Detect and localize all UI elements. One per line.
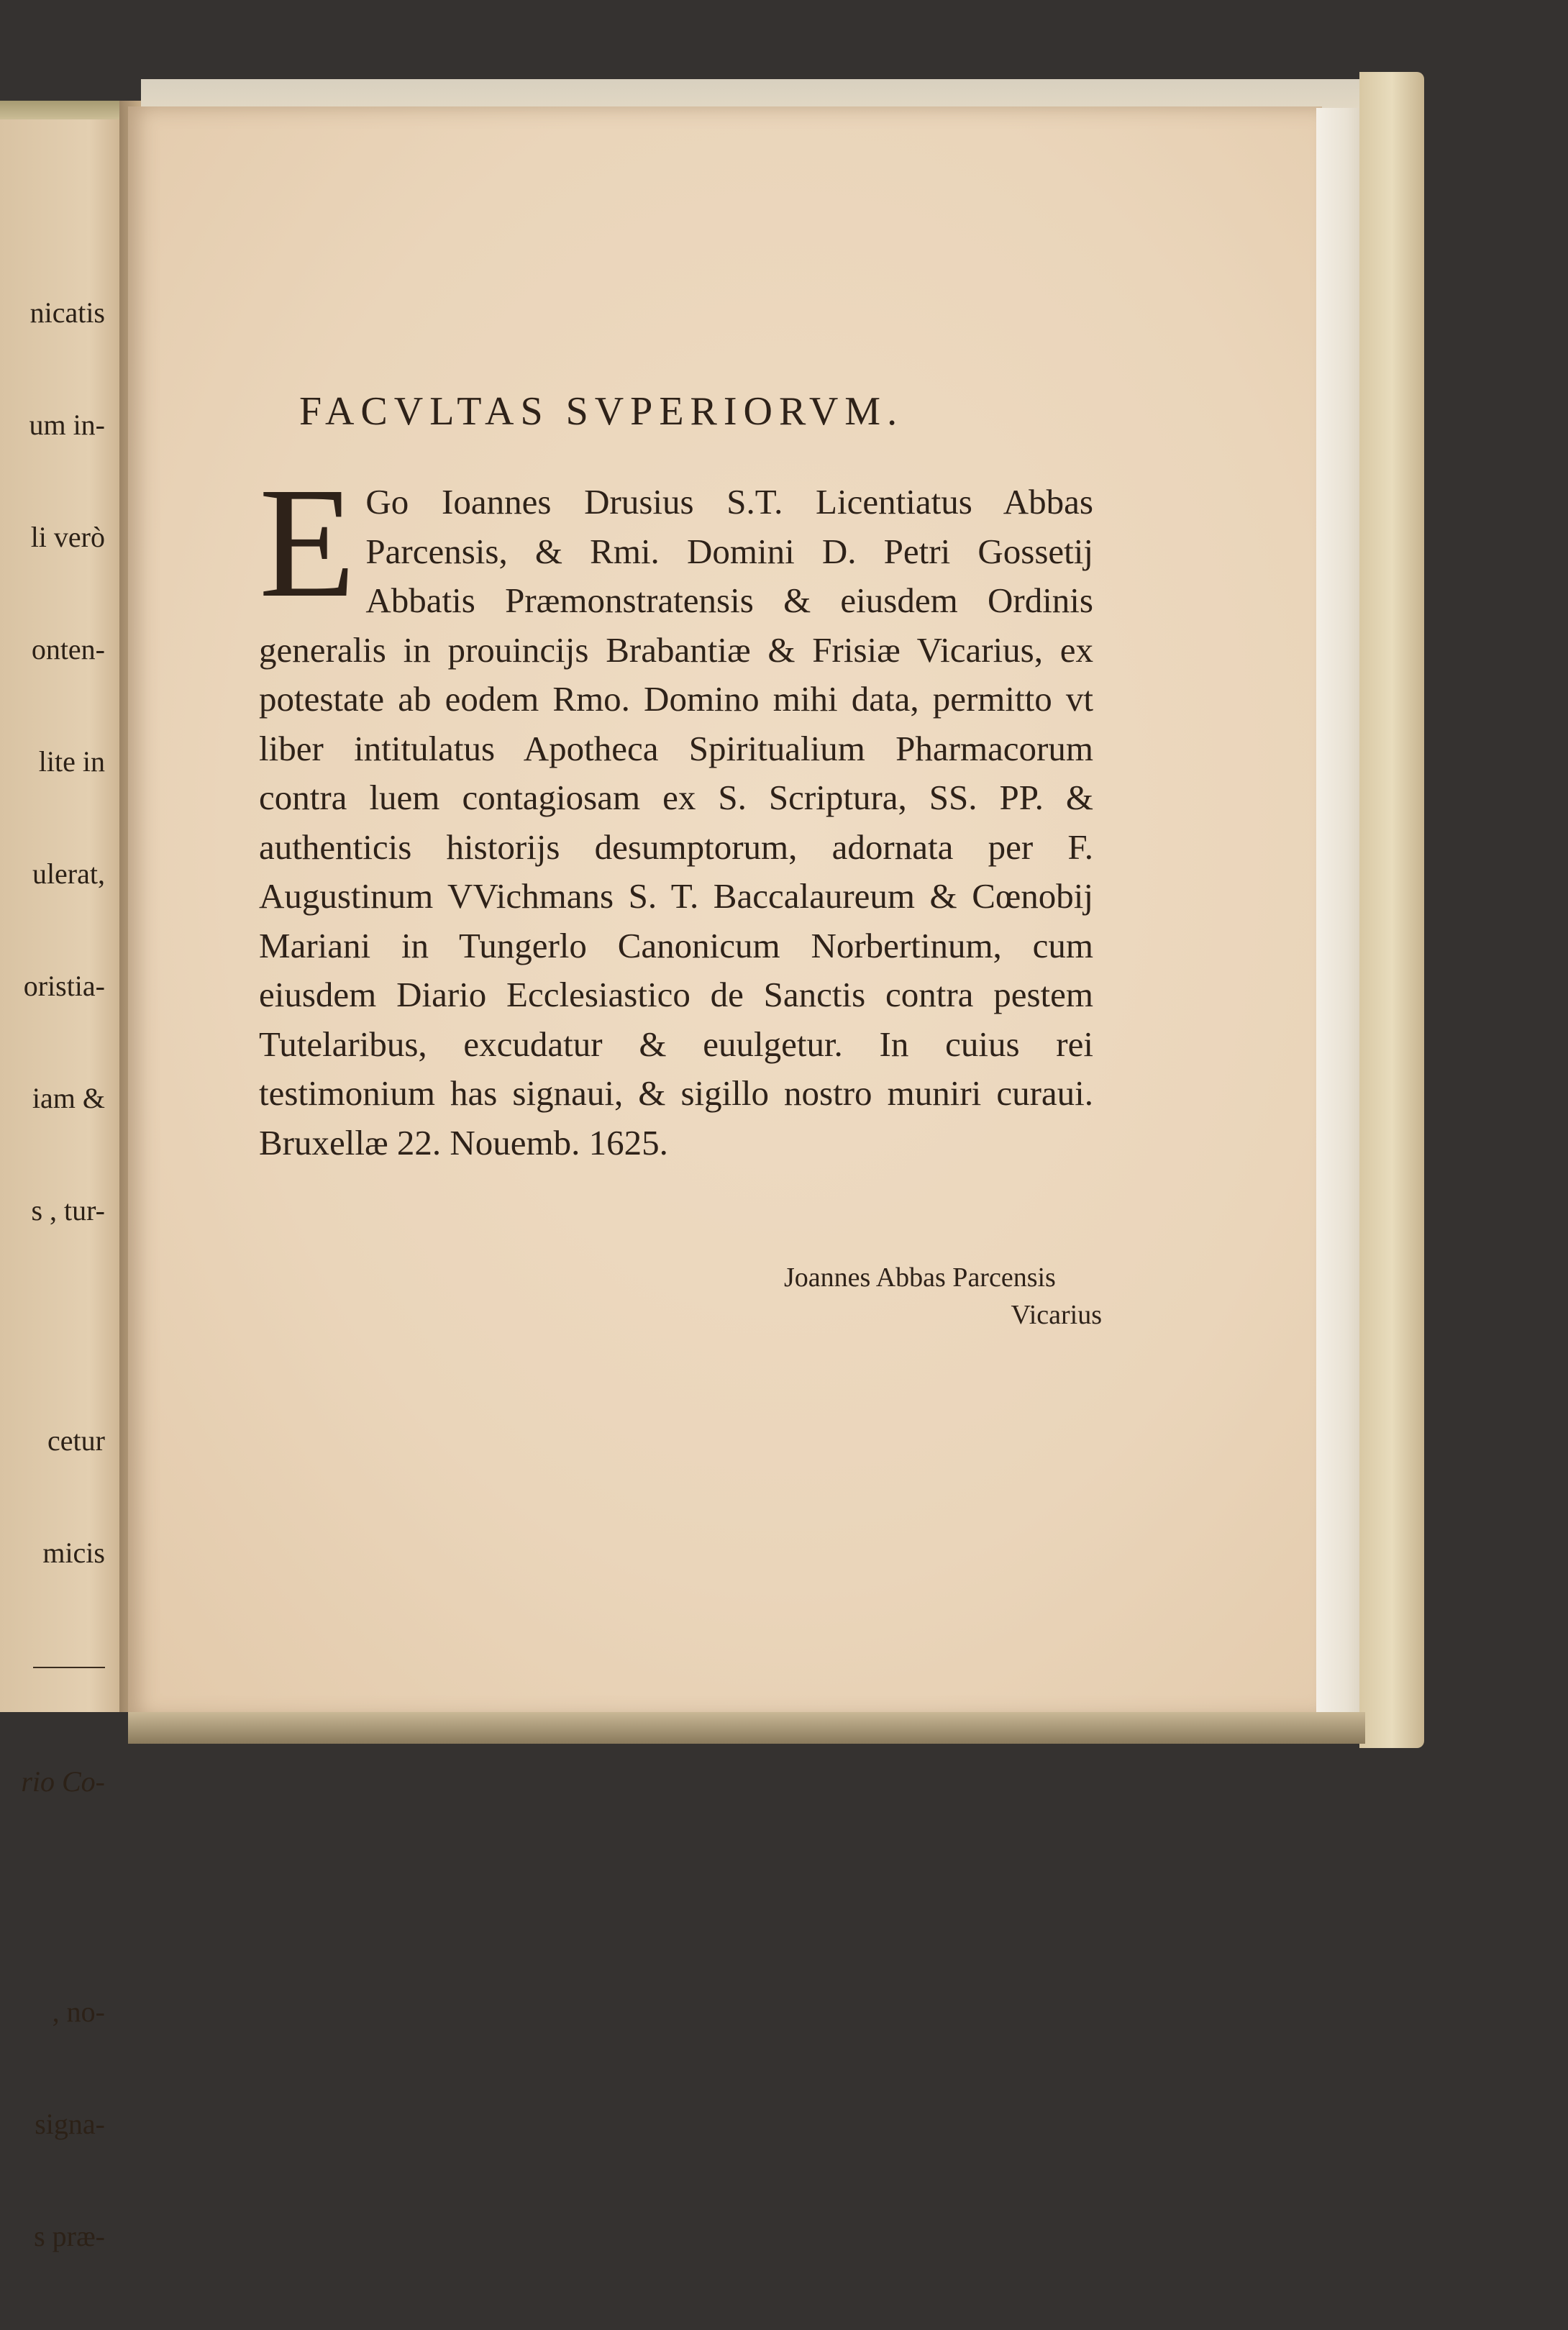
- left-line: , no-: [52, 1995, 105, 2028]
- page-title: FACVLTAS SVPERIORVM.: [299, 389, 904, 434]
- left-page: [0, 101, 128, 2252]
- left-line: micis: [42, 1537, 105, 1569]
- approbation-text: [259, 455, 1093, 1168]
- left-line: onten-: [31, 633, 105, 665]
- drop-cap: E: [259, 455, 356, 630]
- signature-block: [784, 1259, 1102, 1334]
- page-content: [259, 388, 1093, 1168]
- body-paragraph: Go Ioannes Drusius S.T. Licentiatus Abbas Parcensis, & Rmi. Domini D. Petri Gossetij Abbatis Præmonstratensis & eiusdem Ordinis generalis in prouincijs Brabantiæ & Frisiæ Vicarius, ex potestate ab eodem Rmo. Domino mihi data, permitto vt liber intitulatus Apotheca Spiritualium Pharmacorum contra luem contagiosam ex S. Scriptura, SS. PP. & authenticis historijs desumptorum, adornata per F. Augustinum VVichmans S. T. Baccalaureum & Cœnobij Mariani in Tungerlo Canonicum Norbertinum, cum eiusdem Diario Ecclesiastico de Sanctis contra pestem Tutelaribus, excudatur & euulgetur. In cuius rei testimonium has signaui, & sigillo nostro muniri curaui. Bruxellæ 22. Nouemb. 1625.: [259, 482, 1093, 1162]
- left-gap: [21, 1875, 105, 1919]
- signature-name: Joannes Abbas Parcensis: [784, 1262, 1056, 1293]
- left-line: um in-: [29, 409, 105, 441]
- left-gap: [21, 1304, 105, 1347]
- left-line: lite in: [38, 745, 105, 778]
- left-page-edge: [0, 101, 128, 119]
- left-line: rio Co-: [21, 1765, 105, 1798]
- left-line: cetur: [47, 1424, 105, 1457]
- left-line: oristia-: [23, 970, 105, 1002]
- book-cover: [1359, 72, 1424, 1748]
- left-line: ulerat,: [32, 857, 105, 890]
- left-line: iam &: [32, 1082, 105, 1114]
- left-page-text: [21, 219, 105, 2330]
- left-rule: [33, 1667, 105, 1668]
- left-line: s , tur-: [31, 1194, 105, 1227]
- left-line: nicatis: [29, 296, 105, 329]
- signature-title: Vicarius: [1011, 1300, 1102, 1330]
- left-line: s præ-: [34, 2220, 105, 2252]
- page-bottom-edge: [128, 1712, 1365, 1744]
- left-line: signa-: [35, 2108, 105, 2140]
- left-line: li verò: [30, 521, 105, 553]
